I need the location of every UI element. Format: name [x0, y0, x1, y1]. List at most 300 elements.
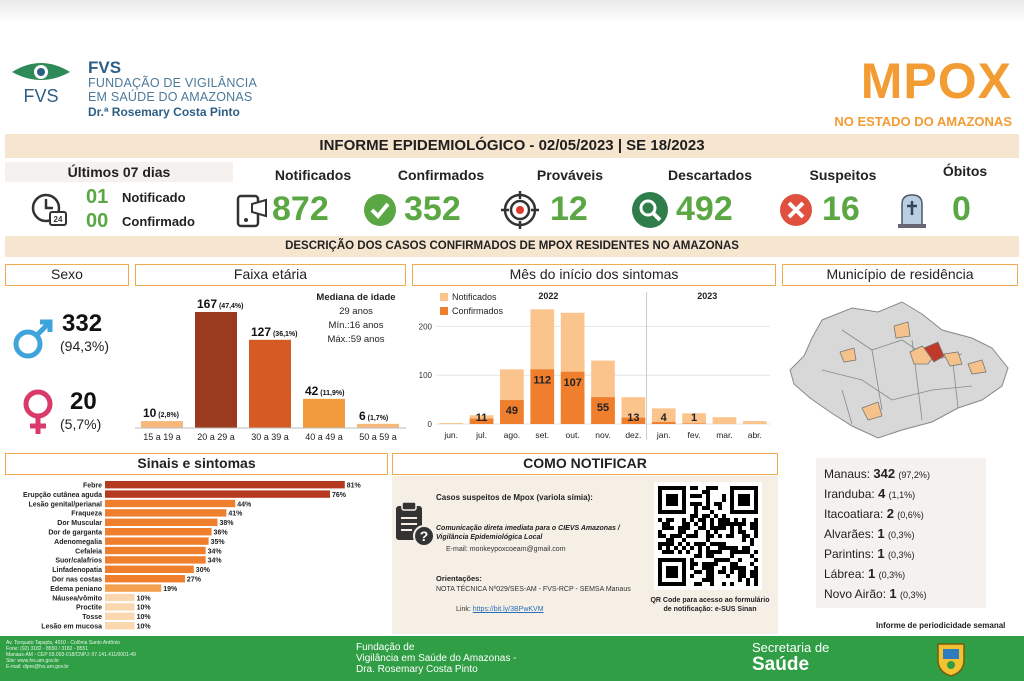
mes-category-label: dez. — [625, 430, 642, 440]
qr-module — [710, 522, 714, 526]
qr-module — [718, 518, 722, 522]
qr-module — [730, 566, 734, 570]
qr-caption: QR Code para acesso ao formulário de notificação: e-SUS Sinan — [650, 597, 770, 613]
sinais-category-label: Cefaleia — [75, 548, 102, 556]
faixa-bar-pct: (2,8%) — [156, 412, 179, 420]
female-symbol-icon — [20, 388, 56, 438]
sinais-chart — [5, 478, 388, 634]
qr-module — [666, 526, 670, 530]
qr-module — [710, 562, 714, 566]
qr-module — [706, 562, 710, 566]
sinais-bar — [105, 584, 161, 591]
faixa-category-label: 15 a 19 a — [143, 432, 181, 442]
mun-name: Novo Airão: — [824, 587, 887, 601]
sinais-category-label: Erupção cutânea aguda — [23, 491, 102, 499]
qr-module — [698, 550, 702, 554]
sexo-header: Sexo — [5, 264, 129, 286]
qr-module — [694, 570, 698, 574]
qr-module — [722, 514, 726, 518]
qr-module — [730, 582, 734, 586]
mun-pct: (97,2%) — [898, 470, 930, 480]
qr-module — [718, 502, 722, 506]
svg-text:24: 24 — [53, 215, 63, 224]
qr-module — [742, 574, 746, 578]
qr-module — [690, 518, 694, 522]
mun-name: Lábrea: — [824, 567, 865, 581]
mun-value: 1 — [877, 546, 885, 561]
qr-module — [734, 522, 738, 526]
qr-module — [706, 554, 710, 558]
sinais-value-label: 30% — [195, 567, 210, 575]
sinais-bar — [105, 490, 330, 497]
qr-module — [742, 538, 746, 542]
mes-category-label: nov. — [595, 430, 611, 440]
qr-module — [734, 550, 738, 554]
mes-header: Mês do início dos sintomas — [412, 264, 776, 286]
svg-text:?: ? — [419, 528, 429, 544]
mun-pct: (0,3%) — [887, 530, 915, 540]
qr-module — [686, 542, 690, 546]
qr-module — [734, 518, 738, 522]
qr-module — [682, 526, 686, 530]
notificar-orient-title: Orientações: — [436, 574, 482, 583]
ultimos-confirmado-label: Confirmado — [122, 214, 195, 229]
qr-module — [730, 550, 734, 554]
qr-module — [710, 582, 714, 586]
mes-year-2022: 2022 — [538, 291, 559, 301]
sinais-category-label: Náusea/vômito — [52, 595, 102, 603]
x-circle-icon — [776, 190, 816, 230]
qr-module — [738, 566, 742, 570]
mes-year-2023: 2023 — [697, 291, 718, 301]
faixa-bar-pct: (1,7%) — [365, 414, 389, 422]
qr-module — [686, 550, 690, 554]
qr-module — [702, 526, 706, 530]
qr-module — [722, 570, 726, 574]
sinais-category-label: Fraqueza — [71, 510, 102, 518]
kpi-descartados-label: Descartados — [667, 167, 753, 183]
qr-module — [714, 558, 718, 562]
sinais-bar — [105, 566, 194, 573]
female-value: 20 — [70, 388, 97, 415]
mun-pct: (0,3%) — [887, 550, 915, 560]
org-line1: FUNDAÇÃO DE VIGILÂNCIA — [88, 76, 258, 90]
qr-module — [746, 578, 750, 582]
municipio-list — [816, 458, 986, 608]
qr-module — [714, 550, 718, 554]
mes-data-label: 1 — [691, 412, 698, 424]
kpi-notificados-value: 872 — [272, 190, 329, 228]
qr-module — [690, 558, 694, 562]
mun-name: Itacoatiara: — [824, 507, 884, 521]
qr-module — [754, 550, 758, 554]
tombstone-icon — [892, 190, 932, 230]
mes-data-label: 55 — [596, 402, 610, 415]
qr-module — [690, 502, 694, 506]
check-circle-icon — [360, 190, 400, 230]
qr-module — [754, 526, 758, 530]
qr-module — [754, 574, 758, 578]
qr-module — [698, 554, 702, 558]
footer-mid3: Dra. Rosemary Costa Pinto — [356, 664, 478, 675]
qr-code-icon[interactable] — [654, 482, 762, 590]
qr-module — [694, 554, 698, 558]
qr-module — [722, 498, 726, 502]
qr-module — [722, 494, 726, 498]
footer-addr3: Manaus-AM - CEP 69.093-018/CNPJ: 07.141.411/0001-49 — [6, 652, 136, 658]
notificar-link[interactable]: https://bit.ly/3BPwKVM — [472, 606, 544, 613]
kpi-obitos-label: Óbitos — [942, 163, 988, 179]
qr-module — [714, 542, 718, 546]
mun-value: 4 — [878, 486, 886, 501]
qr-module — [726, 518, 730, 522]
qr-module — [666, 542, 670, 546]
qr-module — [702, 518, 706, 522]
descricao-banner: DESCRIÇÃO DOS CASOS CONFIRMADOS DE MPOX RESIDENTES NO AMAZONAS — [5, 236, 1019, 257]
qr-module — [706, 498, 710, 502]
qr-module — [702, 578, 706, 582]
faixa-bar — [249, 340, 291, 428]
sinais-category-label: Dor de garganta — [48, 529, 102, 537]
qr-module — [682, 518, 686, 522]
mun-value: 342 — [873, 466, 896, 481]
amazonas-map — [782, 290, 1018, 452]
qr-module — [738, 578, 742, 582]
qr-module — [750, 570, 754, 574]
mun-name: Parintins: — [824, 547, 875, 561]
sinais-category-label: Suor/calafrios — [55, 557, 102, 565]
qr-module — [722, 558, 726, 562]
kpi-confirmados-label: Confirmados — [397, 167, 485, 183]
sinais-value-label: 10% — [136, 604, 151, 612]
qr-module — [738, 526, 742, 530]
mes-bar-notificados — [713, 417, 737, 424]
qr-module — [698, 518, 702, 522]
fvs-logo-icon — [10, 58, 72, 106]
qr-module — [662, 522, 666, 526]
qr-module — [694, 522, 698, 526]
qr-module — [662, 542, 666, 546]
qr-module — [722, 546, 726, 550]
qr-module — [666, 550, 670, 554]
qr-module — [698, 502, 702, 506]
qr-module — [706, 514, 710, 518]
qr-module — [702, 490, 706, 494]
qr-finder — [738, 494, 750, 506]
mun-pct: (1,1%) — [888, 490, 916, 500]
sinais-value-label: 36% — [213, 529, 228, 537]
sinais-bar — [105, 556, 206, 563]
sinais-category-label: Tosse — [82, 614, 102, 622]
mes-category-label: jul. — [476, 430, 487, 440]
qr-module — [694, 542, 698, 546]
qr-module — [670, 538, 674, 542]
footer-addr4: Site: www.fvs.am.gov.br — [6, 658, 59, 664]
faixa-bar — [303, 399, 345, 428]
qr-module — [678, 550, 682, 554]
sinais-category-label: Adenomegalia — [54, 538, 102, 546]
qr-module — [722, 542, 726, 546]
sinais-value-label: 81% — [346, 482, 361, 490]
footer-addr2: Fone: (92) 3182 - 8550 / 3182 - 8551 — [6, 646, 89, 652]
qr-module — [706, 578, 710, 582]
qr-module — [682, 530, 686, 534]
mes-legend-notificados-swatch — [440, 293, 448, 301]
qr-module — [754, 522, 758, 526]
qr-module — [670, 518, 674, 522]
qr-module — [750, 574, 754, 578]
qr-module — [658, 542, 662, 546]
footer-addr1: Av. Torquato Tapajós, 4010 - Colônia Santo Antônio — [6, 640, 120, 646]
qr-module — [742, 550, 746, 554]
sinais-value-label: 38% — [219, 520, 234, 528]
qr-module — [694, 486, 698, 490]
mes-ytick-label: 100 — [418, 371, 432, 381]
notificar-comunicacao: Comunicação direta imediata para o CIEVS Amazonas / Vigilância Epidemiológica Local — [436, 525, 620, 541]
qr-module — [710, 510, 714, 514]
qr-module — [694, 514, 698, 518]
qr-module — [714, 526, 718, 530]
qr-module — [682, 538, 686, 542]
faixa-bar-label: 127 (36,1%) — [251, 324, 298, 339]
qr-module — [754, 570, 758, 574]
qr-module — [706, 550, 710, 554]
qr-module — [682, 522, 686, 526]
sinais-value-label: 35% — [210, 538, 225, 546]
kpi-notificados-label: Notificados — [274, 167, 352, 183]
qr-module — [706, 574, 710, 578]
qr-module — [738, 574, 742, 578]
notificar-email: E-mail: monkeypoxcoeam@gmail.com — [446, 546, 566, 553]
kpi-suspeitos-label: Suspeitos — [809, 167, 877, 183]
page-title: MPOX — [860, 53, 1012, 109]
qr-module — [730, 570, 734, 574]
qr-module — [746, 546, 750, 550]
qr-module — [710, 486, 714, 490]
male-symbol-icon — [10, 316, 56, 362]
qr-module — [718, 534, 722, 538]
qr-module — [754, 518, 758, 522]
mes-data-label: 107 — [563, 376, 582, 389]
male-value: 332 — [62, 310, 103, 337]
qr-module — [706, 570, 710, 574]
qr-module — [670, 550, 674, 554]
mes-category-label: mar. — [716, 430, 733, 440]
qr-module — [726, 546, 730, 550]
faixa-category-label: 40 a 49 a — [305, 432, 343, 442]
footer-sec2: Saúde — [752, 654, 810, 675]
qr-module — [698, 494, 702, 498]
qr-module — [702, 562, 706, 566]
ultimos-title: Últimos 07 dias — [5, 162, 233, 182]
faixa-bar — [195, 312, 237, 428]
qr-module — [710, 578, 714, 582]
qr-module — [702, 506, 706, 510]
female-pct: (5,7%) — [60, 416, 102, 432]
qr-module — [750, 542, 754, 546]
sinais-bar — [105, 613, 135, 620]
mes-category-label: ago. — [503, 430, 521, 440]
sinais-header: Sinais e sintomas — [5, 453, 388, 475]
faixa-header: Faixa etária — [135, 264, 406, 286]
mes-ytick-label: 200 — [418, 322, 432, 332]
qr-module — [754, 566, 758, 570]
mun-name: Alvarães: — [824, 527, 875, 541]
mun-name: Iranduba: — [824, 487, 875, 501]
sinais-value-label: 41% — [228, 510, 243, 518]
sinais-category-label: Proctite — [75, 604, 102, 612]
qr-module — [658, 546, 662, 550]
org-line3: Dr.ª Rosemary Costa Pinto — [88, 105, 240, 119]
qr-module — [742, 566, 746, 570]
qr-module — [718, 506, 722, 510]
org-short: FVS — [88, 58, 122, 77]
qr-module — [738, 558, 742, 562]
sinais-category-label: Lesão em mucosa — [41, 623, 102, 631]
qr-module — [718, 522, 722, 526]
sinais-category-label: Dor Muscular — [57, 520, 102, 528]
kpi-suspeitos-value: 16 — [822, 190, 860, 228]
qr-module — [742, 546, 746, 550]
mediana-min: Mín.:16 anos — [328, 320, 384, 331]
kpi-descartados-value: 492 — [676, 190, 733, 228]
amazonas-coat-of-arms-icon — [934, 638, 968, 678]
sinais-category-label: Febre — [82, 482, 102, 490]
kpi-confirmados-value: 352 — [404, 190, 461, 228]
qr-module — [718, 542, 722, 546]
mes-category-label: out. — [565, 430, 580, 440]
qr-module — [710, 542, 714, 546]
faixa-bar — [141, 421, 183, 428]
sinais-value-label: 44% — [237, 501, 252, 509]
mes-category-label: abr. — [747, 430, 762, 440]
mun-value: 1 — [877, 526, 885, 541]
qr-module — [694, 582, 698, 586]
qr-module — [726, 574, 730, 578]
qr-module — [702, 522, 706, 526]
qr-module — [710, 526, 714, 530]
clock-24-icon — [30, 190, 68, 228]
qr-module — [730, 530, 734, 534]
sinais-bar — [105, 500, 235, 507]
qr-module — [742, 530, 746, 534]
sinais-value-label: 27% — [186, 576, 201, 584]
qr-module — [674, 546, 678, 550]
qr-finder — [666, 566, 678, 578]
faixa-bar-label: 167 (47,4%) — [197, 297, 244, 311]
ultimos-confirmado-value: 00 — [86, 210, 109, 232]
qr-module — [658, 518, 662, 522]
qr-module — [722, 526, 726, 530]
sinais-bar — [105, 519, 217, 526]
sinais-value-label: 34% — [207, 557, 222, 565]
qr-module — [682, 546, 686, 550]
qr-module — [730, 554, 734, 558]
qr-module — [710, 570, 714, 574]
sinais-value-label: 76% — [331, 491, 346, 499]
sinais-category-label: Lesão genital/perianal — [28, 501, 102, 509]
qr-module — [706, 538, 710, 542]
kpi-obitos-value: 0 — [952, 190, 971, 228]
notificar-header: COMO NOTIFICAR — [392, 453, 778, 475]
qr-module — [726, 522, 730, 526]
qr-module — [706, 534, 710, 538]
mun-value: 2 — [886, 506, 894, 521]
sinais-value-label: 10% — [136, 595, 151, 603]
mes-data-label: 11 — [475, 412, 488, 424]
qr-module — [666, 522, 670, 526]
mes-category-label: set. — [535, 430, 550, 440]
qr-module — [734, 566, 738, 570]
qr-module — [754, 530, 758, 534]
faixa-bar-pct: (36,1%) — [271, 330, 298, 338]
sinais-bar — [105, 594, 135, 601]
qr-module — [706, 546, 710, 550]
org-line2: EM SAÚDE DO AMAZONAS — [88, 90, 253, 104]
qr-module — [722, 566, 726, 570]
qr-module — [750, 562, 754, 566]
qr-module — [734, 562, 738, 566]
qr-module — [722, 522, 726, 526]
qr-module — [714, 502, 718, 506]
logo-text: FVS — [23, 86, 59, 106]
page-subtitle: NO ESTADO DO AMAZONAS — [834, 114, 1012, 129]
qr-module — [670, 534, 674, 538]
qr-module — [742, 518, 746, 522]
qr-module — [698, 526, 702, 530]
qr-module — [686, 534, 690, 538]
qr-module — [706, 530, 710, 534]
qr-module — [730, 526, 734, 530]
mun-pct: (0,3%) — [878, 570, 906, 580]
male-pct: (94,3%) — [60, 338, 110, 354]
faixa-category-label: 30 a 39 a — [251, 432, 289, 442]
qr-module — [694, 494, 698, 498]
qr-module — [754, 534, 758, 538]
qr-module — [738, 570, 742, 574]
qr-module — [738, 550, 742, 554]
faixa-bar-label: 6 (1,7%) — [359, 408, 389, 423]
qr-module — [706, 566, 710, 570]
qr-module — [666, 546, 670, 550]
sinais-category-label: Dor nas costas — [51, 576, 102, 584]
qr-module — [694, 506, 698, 510]
qr-module — [750, 538, 754, 542]
qr-module — [710, 550, 714, 554]
qr-module — [694, 562, 698, 566]
periodicidade-note: Informe de periodicidade semanal — [876, 621, 1006, 630]
qr-module — [746, 534, 750, 538]
qr-module — [702, 566, 706, 570]
qr-module — [746, 550, 750, 554]
notificar-link-label: Link: — [456, 606, 473, 613]
notification-phone-icon — [232, 190, 272, 230]
qr-module — [706, 502, 710, 506]
sinais-bar — [105, 575, 185, 582]
qr-module — [698, 542, 702, 546]
qr-module — [718, 526, 722, 530]
qr-module — [734, 546, 738, 550]
kpi-provaveis-label: Prováveis — [536, 167, 604, 183]
mes-chart — [412, 288, 778, 448]
qr-module — [666, 538, 670, 542]
qr-module — [662, 550, 666, 554]
informe-banner: INFORME EPIDEMIOLÓGICO - 02/05/2023 | SE 18/2023 — [5, 134, 1019, 158]
faixa-bar-label: 10 (2,8%) — [143, 406, 179, 421]
mun-name: Manaus: — [824, 467, 871, 481]
qr-module — [690, 562, 694, 566]
qr-module — [730, 546, 734, 550]
